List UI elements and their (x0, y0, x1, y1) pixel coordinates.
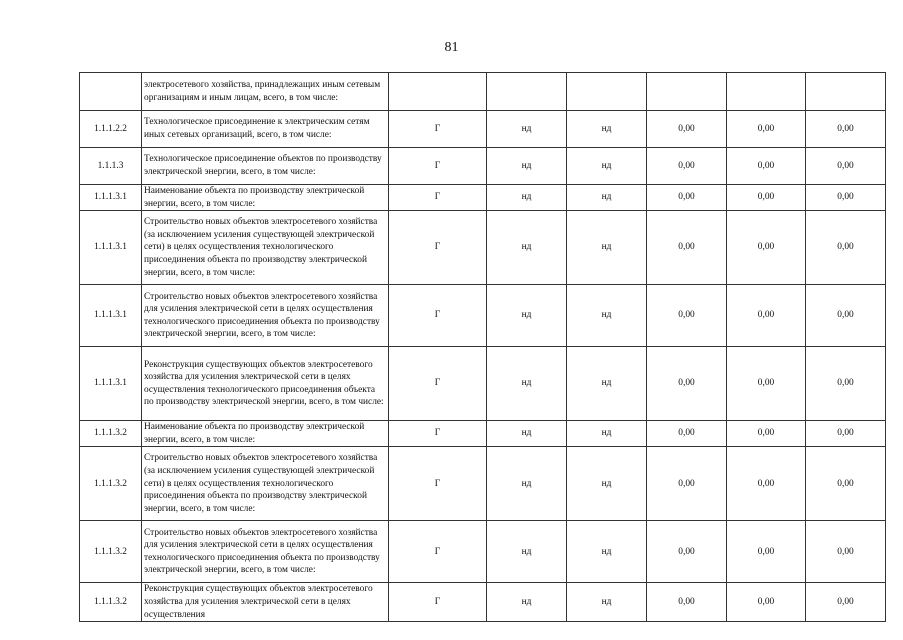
row-value (806, 73, 886, 111)
row-value: нд (567, 211, 647, 285)
row-value: нд (567, 447, 647, 521)
table-row (80, 347, 886, 421)
row-value: 0,00 (806, 211, 886, 285)
row-value: 0,00 (647, 148, 727, 185)
row-value: 0,00 (647, 211, 727, 285)
row-value: 0,00 (806, 285, 886, 347)
row-value: 0,00 (806, 111, 886, 148)
row-value: нд (487, 583, 567, 622)
row-value: нд (567, 148, 647, 185)
row-value: нд (487, 521, 567, 583)
row-value: нд (567, 285, 647, 347)
row-name: Строительство новых объектов электросетевого хозяйства для усиления электрической сети в целях осуществления технологического присоединения объекта по производству электрической энергии, всего, в том числе: (142, 285, 389, 347)
row-value: Г (389, 521, 487, 583)
row-value: Г (389, 347, 487, 421)
row-name: Наименование объекта по производству электрической энергии, всего, в том числе: (142, 421, 389, 447)
table-body (80, 73, 886, 622)
row-value: 0,00 (727, 521, 806, 583)
row-value: Г (389, 111, 487, 148)
table-row (80, 521, 886, 583)
row-value: Г (389, 185, 487, 211)
row-code: 1.1.1.3.1 (80, 285, 142, 347)
table-row (80, 447, 886, 521)
row-name: Наименование объекта по производству электрической энергии, всего, в том числе: (142, 185, 389, 211)
row-value: 0,00 (806, 521, 886, 583)
table-row (80, 111, 886, 148)
row-code: 1.1.1.3.1 (80, 211, 142, 285)
page-number: 81 (444, 40, 459, 55)
row-value (727, 73, 806, 111)
row-name: Строительство новых объектов электросетевого хозяйства для усиления электрической сети в целях осуществления технологического присоединения объекта по производству электрической энергии, всего, в том числе: (142, 521, 389, 583)
row-value: 0,00 (806, 421, 886, 447)
row-name: Технологическое присоединение к электрическим сетям иных сетевых организаций, всего, в том числе: (142, 111, 389, 148)
row-value: 0,00 (647, 521, 727, 583)
row-name: электросетевого хозяйства, принадлежащих иным сетевым организациям и иным лицам, всего, в том числе: (142, 73, 389, 111)
row-value: нд (487, 111, 567, 148)
row-value: 0,00 (727, 148, 806, 185)
row-value: нд (487, 447, 567, 521)
row-value: 0,00 (647, 421, 727, 447)
row-value: нд (567, 583, 647, 622)
row-value: нд (567, 185, 647, 211)
row-value: 0,00 (727, 447, 806, 521)
row-value: нд (487, 211, 567, 285)
row-value: Г (389, 421, 487, 447)
row-value: 0,00 (727, 185, 806, 211)
row-value: 0,00 (727, 347, 806, 421)
row-value: 0,00 (647, 583, 727, 622)
table-row (80, 285, 886, 347)
row-code: 1.1.1.3.1 (80, 347, 142, 421)
row-value: Г (389, 211, 487, 285)
row-value: 0,00 (727, 285, 806, 347)
table-row (80, 185, 886, 211)
row-code: 1.1.1.3.2 (80, 447, 142, 521)
row-name: Строительство новых объектов электросетевого хозяйства (за исключением усиления существующей электрической сети) в целях осуществления технологического присоединения объекта по производству электрической энергии, всего, в том числе: (142, 211, 389, 285)
row-code: 1.1.1.3 (80, 148, 142, 185)
row-value: Г (389, 148, 487, 185)
row-value: Г (389, 583, 487, 622)
row-value: нд (567, 111, 647, 148)
row-code: 1.1.1.3.2 (80, 421, 142, 447)
row-value: 0,00 (806, 447, 886, 521)
row-value (567, 73, 647, 111)
row-value: 0,00 (806, 583, 886, 622)
row-value: 0,00 (806, 148, 886, 185)
row-value: нд (487, 148, 567, 185)
row-code: 1.1.1.2.2 (80, 111, 142, 148)
row-code: 1.1.1.3.1 (80, 185, 142, 211)
table-row (80, 211, 886, 285)
row-value: 0,00 (647, 185, 727, 211)
row-name: Строительство новых объектов электросетевого хозяйства (за исключением усиления существующей электрической сети) в целях осуществления технологического присоединения объекта по производству электрической энергии, всего, в том числе: (142, 447, 389, 521)
row-value: нд (567, 421, 647, 447)
row-name: Технологическое присоединение объектов по производству электрической энергии, всего, в том числе: (142, 148, 389, 185)
row-value: Г (389, 447, 487, 521)
row-value (389, 73, 487, 111)
table-row (80, 73, 886, 111)
row-value: 0,00 (727, 211, 806, 285)
row-value (487, 73, 567, 111)
row-value: нд (567, 347, 647, 421)
data-table (79, 72, 886, 622)
table-row (80, 583, 886, 622)
row-value: 0,00 (647, 347, 727, 421)
row-value: нд (567, 521, 647, 583)
row-value: 0,00 (806, 185, 886, 211)
row-value: 0,00 (727, 111, 806, 148)
row-value: 0,00 (647, 285, 727, 347)
row-value (647, 73, 727, 111)
row-value: 0,00 (647, 447, 727, 521)
row-value: Г (389, 285, 487, 347)
table-row (80, 148, 886, 185)
table-row (80, 421, 886, 447)
row-value: 0,00 (806, 347, 886, 421)
row-name: Реконструкция существующих объектов электросетевого хозяйства для усиления электрической сети в целях осуществления (142, 583, 389, 622)
row-value: нд (487, 185, 567, 211)
row-code: 1.1.1.3.2 (80, 583, 142, 622)
row-value: нд (487, 421, 567, 447)
row-name: Реконструкция существующих объектов электросетевого хозяйства для усиления электрической сети в целях осуществления технологического присоединения объекта по производству электрической энергии, всего, в том числе: (142, 347, 389, 421)
row-value: нд (487, 347, 567, 421)
row-value: 0,00 (727, 583, 806, 622)
row-value: 0,00 (727, 421, 806, 447)
row-code: 1.1.1.3.2 (80, 521, 142, 583)
row-value: нд (487, 285, 567, 347)
row-code (80, 73, 142, 111)
row-value: 0,00 (647, 111, 727, 148)
